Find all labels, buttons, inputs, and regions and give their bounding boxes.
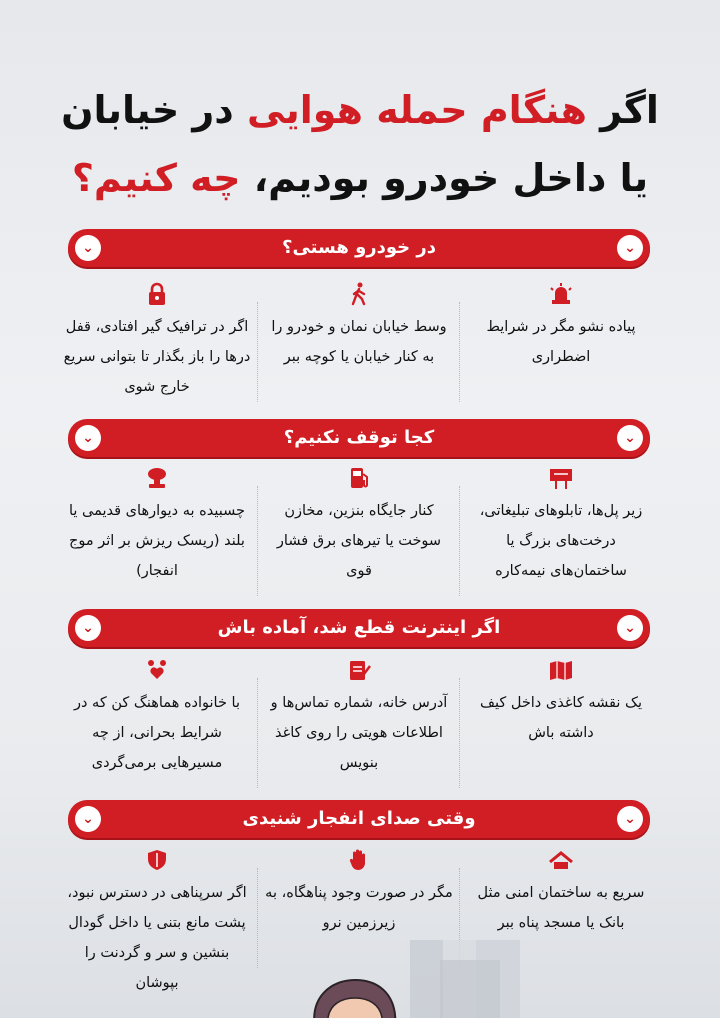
tip-item: [460, 658, 662, 748]
tip-item: [258, 658, 460, 778]
tip-item: [258, 848, 460, 938]
section-heading: وقتی صدای انفجار شنیدی: [242, 808, 476, 829]
siren-icon: [548, 282, 574, 306]
chevron-down-icon[interactable]: ⌄: [617, 235, 643, 261]
shelter-house-icon: [548, 848, 574, 872]
chevron-down-icon[interactable]: ⌄: [75, 615, 101, 641]
tip-text: آدرس خانه، شماره تماس‌ها و اطلاعات هویتی را روی کاغذ بنویس: [270, 695, 448, 771]
section-header-explosion-heard[interactable]: [68, 800, 650, 838]
buildings-illustration: [440, 960, 500, 1018]
title-part: در خیابان: [61, 88, 248, 132]
family-heart-icon: [144, 658, 170, 682]
tip-text: سریع به ساختمان امنی مثل بانک یا مسجد پناه ببر: [477, 885, 645, 931]
page-title-line-2: [0, 150, 720, 206]
chevron-down-icon[interactable]: ⌄: [617, 425, 643, 451]
tip-text: مگر در صورت وجود پناهگاه، به زیرزمین نرو: [265, 885, 453, 931]
section-heading: در خودرو هستی؟: [282, 237, 436, 258]
tip-text: یک نقشه کاغذی داخل کیف داشته باش: [479, 695, 643, 741]
title-highlight: چه کنیم؟: [71, 156, 241, 200]
divider: [257, 486, 258, 596]
walking-person-icon: [346, 282, 372, 306]
section-row: [56, 282, 662, 412]
section-row: [56, 466, 662, 596]
divider: [257, 678, 258, 788]
shield-icon: [144, 848, 170, 872]
tip-item: [258, 282, 460, 372]
section-heading: اگر اینترنت قطع شد، آماده باش: [217, 617, 501, 638]
divider: [459, 302, 460, 402]
tip-item: [56, 848, 258, 998]
tip-text: زیر پل‌ها، تابلوهای تبلیغاتی، درخت‌های بزرگ یا ساختمان‌های نیمه‌کاره: [479, 503, 643, 579]
tip-item: [56, 282, 258, 402]
notepad-icon: [346, 658, 372, 682]
tip-text: اگر سرپناهی در دسترس نبود، پشت مانع بتنی یا داخل گودال بنشین و سر و گردنت را بپوشان: [67, 885, 247, 991]
title-part: یا داخل خودرو بودیم،: [240, 156, 649, 200]
tip-item: [258, 466, 460, 586]
tip-text: پیاده نشو مگر در شرایط اضطراری: [486, 319, 636, 365]
tip-text: کنار جایگاه بنزین، مخازن سوخت یا تیرهای برق فشار قوی: [276, 503, 442, 579]
chevron-down-icon[interactable]: ⌄: [75, 806, 101, 832]
chevron-down-icon[interactable]: ⌄: [617, 806, 643, 832]
tip-text: با خانواده هماهنگ کن که در شرایط بحرانی، از چه مسیرهایی برمی‌گردی: [73, 695, 240, 771]
tip-text: چسبیده به دیوارهای قدیمی یا بلند (ریسک ریزش بر اثر موج انفجار): [68, 503, 246, 579]
billboard-icon: [548, 466, 574, 490]
tip-text: اگر در ترافیک گیر افتادی، قفل درها را باز بگذار تا بتوانی سریع خارج شوی: [63, 319, 251, 395]
fuel-pump-icon: [346, 466, 372, 490]
title-part: اگر: [586, 88, 659, 132]
tip-item: [460, 282, 662, 372]
chevron-down-icon[interactable]: ⌄: [75, 425, 101, 451]
person-illustration: [300, 968, 410, 1018]
map-icon: [548, 658, 574, 682]
section-heading: کجا توقف نکنیم؟: [283, 427, 435, 448]
tip-item: [460, 466, 662, 586]
chevron-down-icon[interactable]: ⌄: [617, 615, 643, 641]
chevron-down-icon[interactable]: ⌄: [75, 235, 101, 261]
tip-item: [56, 466, 258, 586]
page-title-line-1: [0, 82, 720, 138]
stop-hand-icon: [346, 848, 372, 872]
divider: [257, 302, 258, 402]
title-highlight: هنگام حمله هوایی: [247, 88, 587, 132]
divider: [459, 486, 460, 596]
lock-icon: [144, 282, 170, 306]
explosion-icon: [144, 466, 170, 490]
tip-item: [460, 848, 662, 938]
divider: [459, 678, 460, 788]
section-header-in-car[interactable]: [68, 229, 650, 267]
divider: [257, 868, 258, 968]
section-header-where-not-to-stop[interactable]: [68, 419, 650, 457]
tip-text: وسط خیابان نمان و خودرو را به کنار خیابان یا کوچه ببر: [271, 319, 447, 365]
tip-item: [56, 658, 258, 778]
section-header-internet-outage[interactable]: [68, 609, 650, 647]
section-row: [56, 658, 662, 788]
